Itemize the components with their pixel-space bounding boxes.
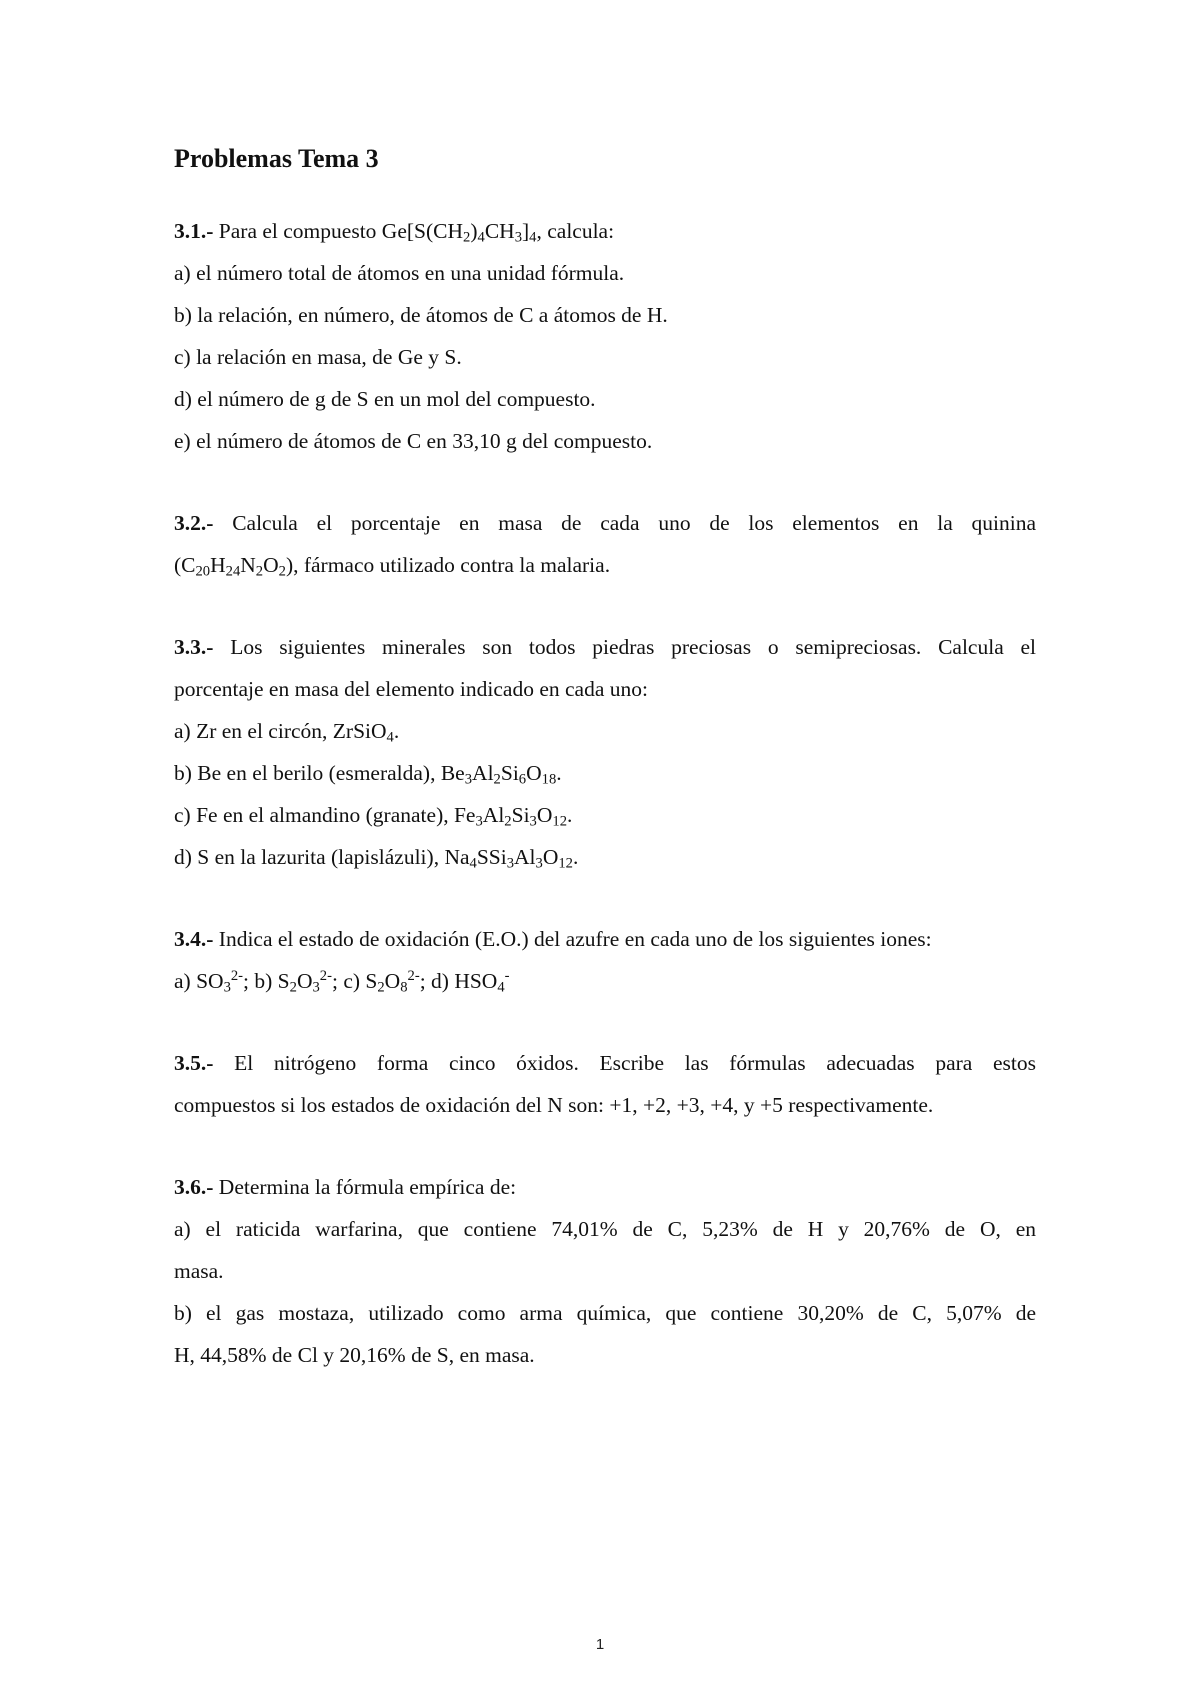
formula-text: (C — [174, 553, 196, 577]
ion-text: a) SO — [174, 969, 224, 993]
formula-text: N — [240, 553, 256, 577]
item-text: Al — [514, 845, 536, 869]
problem-3-1-item-e: e) el número de átomos de C en 33,10 g del compuesto. — [174, 429, 653, 453]
problem-3-6-line-1 — [174, 1166, 1036, 1208]
subscript: 2 — [289, 979, 297, 996]
ion-text: ; b) S — [243, 969, 290, 993]
item-text: a) Zr en el circón, ZrSiO — [174, 719, 387, 743]
subscript: 2 — [493, 771, 501, 788]
problem-number: 3.5.- — [174, 1051, 214, 1075]
problem-3-6-item-a-line-2: masa. — [174, 1259, 224, 1283]
problem-3-4-ions — [174, 960, 1036, 1002]
problem-3-1-item-d: d) el número de g de S en un mol del compuesto. — [174, 387, 596, 411]
ion-text: O — [384, 969, 401, 993]
item-text: Si — [511, 803, 530, 827]
subscript: 2 — [377, 979, 385, 996]
subscript: 2 — [504, 813, 512, 830]
problem-3-4 — [174, 918, 1036, 1002]
problem-3-5-line-2: compuestos si los estados de oxidación del N son: +1, +2, +3, +4, y +5 respectivamente. — [174, 1093, 934, 1117]
ion-text: ; d) HSO — [419, 969, 498, 993]
item-text: Si — [500, 761, 519, 785]
item-text: Al — [472, 761, 494, 785]
item-text: . — [556, 761, 562, 785]
problem-3-6 — [174, 1166, 1036, 1376]
problem-3-3-item-a — [174, 710, 1036, 752]
problem-3-2 — [174, 502, 1036, 586]
statement-text: ) — [470, 219, 478, 243]
subscript: 4 — [477, 229, 485, 246]
statement-text: Los siguientes minerales son todos piedras preciosas o semipreciosas. Calcula el — [230, 635, 1037, 659]
problem-3-1-statement — [174, 210, 1036, 252]
problem-3-1-item-c: c) la relación en masa, de Ge y S. — [174, 345, 462, 369]
page-title: Problemas Tema 3 — [174, 144, 379, 173]
problem-3-5-line-1 — [174, 1042, 1036, 1084]
statement-text: Para el compuesto Ge[S(CH — [218, 219, 464, 243]
subscript: 4 — [529, 229, 537, 246]
superscript: 2- — [407, 967, 420, 984]
problem-3-3-item-c — [174, 794, 1036, 836]
problem-3-3 — [174, 626, 1036, 878]
subscript: 20 — [195, 563, 211, 580]
subscript: 3 — [475, 813, 483, 830]
subscript: 4 — [469, 855, 477, 872]
problem-3-1 — [174, 210, 1036, 462]
item-text: . — [393, 719, 400, 743]
subscript: 6 — [518, 771, 527, 788]
problem-number: 3.6.- — [174, 1175, 214, 1199]
ion-text: O — [296, 969, 313, 993]
statement-text: ), fármaco utilizado contra la malaria. — [285, 553, 611, 577]
statement-text: Calcula el porcentaje en masa de cada uno de los elementos en la quinina — [232, 511, 1036, 535]
statement-text: El nitrógeno forma cinco óxidos. Escribe las fórmulas adecuadas para estos — [234, 1051, 1037, 1075]
problem-number: 3.4.- — [174, 927, 214, 951]
item-text: O — [542, 845, 559, 869]
superscript: - — [504, 967, 510, 984]
subscript: 3 — [506, 855, 515, 872]
problem-3-3-item-d — [174, 836, 1036, 878]
problem-number: 3.3.- — [174, 635, 214, 659]
subscript: 18 — [541, 771, 557, 788]
item-text: O — [526, 761, 542, 785]
item-text: . — [572, 845, 579, 869]
subscript: 3 — [464, 771, 473, 788]
item-text: SSi — [476, 845, 507, 869]
statement-text: , calcula: — [536, 219, 615, 243]
problem-3-6-item-b-line-1: b) el gas mostaza, utilizado como arma química, que contiene 30,20% de C, 5,07% de — [174, 1301, 1036, 1325]
problem-3-6-item-a-line-1: a) el raticida warfarina, que contiene 74,01% de C, 5,23% de H y 20,76% de O, en — [174, 1217, 1036, 1241]
problem-3-3-line-1 — [174, 626, 1036, 668]
problem-3-2-line-1 — [174, 502, 1036, 544]
subscript: 3 — [529, 813, 537, 830]
item-text: Al — [482, 803, 505, 827]
superscript: 2- — [230, 967, 244, 984]
formula-text: H — [210, 553, 226, 577]
subscript: 3 — [535, 855, 543, 872]
subscript: 2 — [463, 229, 471, 246]
subscript: 2 — [255, 563, 264, 580]
problem-3-1-item-b: b) la relación, en número, de átomos de C a átomos de H. — [174, 303, 668, 327]
subscript: 4 — [386, 729, 394, 746]
problem-3-2-line-2 — [174, 544, 1036, 586]
subscript: 2 — [278, 563, 286, 580]
item-text: d) S en la lazurita (lapislázuli), Na — [174, 845, 470, 869]
subscript: 24 — [225, 563, 241, 580]
problem-3-3-item-b — [174, 752, 1036, 794]
document-content — [174, 142, 1036, 1416]
statement-text: Indica el estado de oxidación (E.O.) del azufre en cada uno de los siguientes iones: — [218, 927, 932, 951]
ion-text: ; c) S — [331, 969, 378, 993]
subscript: 8 — [400, 979, 408, 996]
subscript: 12 — [552, 813, 567, 830]
subscript: 3 — [312, 979, 320, 996]
subscript: 12 — [558, 855, 573, 872]
problem-3-3-line-2: porcentaje en masa del elemento indicado en cada uno: — [174, 677, 648, 701]
item-text: . — [567, 803, 573, 827]
problem-3-5 — [174, 1042, 1036, 1126]
statement-text: Determina la fórmula empírica de: — [218, 1175, 517, 1199]
item-text: O — [536, 803, 553, 827]
statement-text: ] — [522, 219, 530, 243]
page-number: 1 — [595, 1636, 605, 1653]
superscript: 2- — [319, 967, 332, 984]
problem-3-4-line-1 — [174, 918, 1036, 960]
item-text: b) Be en el berilo (esmeralda), Be — [174, 761, 465, 785]
subscript: 3 — [223, 979, 231, 996]
item-text: c) Fe en el almandino (granate), Fe — [174, 803, 476, 827]
subscript: 3 — [514, 229, 522, 246]
subscript: 4 — [497, 979, 505, 996]
problem-3-1-item-a: a) el número total de átomos en una unidad fórmula. — [174, 261, 625, 285]
statement-text: CH — [484, 219, 515, 243]
formula-text: O — [263, 553, 279, 577]
problem-number: 3.1.- — [174, 219, 214, 243]
problem-3-6-item-b-line-2: H, 44,58% de Cl y 20,16% de S, en masa. — [174, 1343, 535, 1367]
problem-number: 3.2.- — [174, 511, 214, 535]
